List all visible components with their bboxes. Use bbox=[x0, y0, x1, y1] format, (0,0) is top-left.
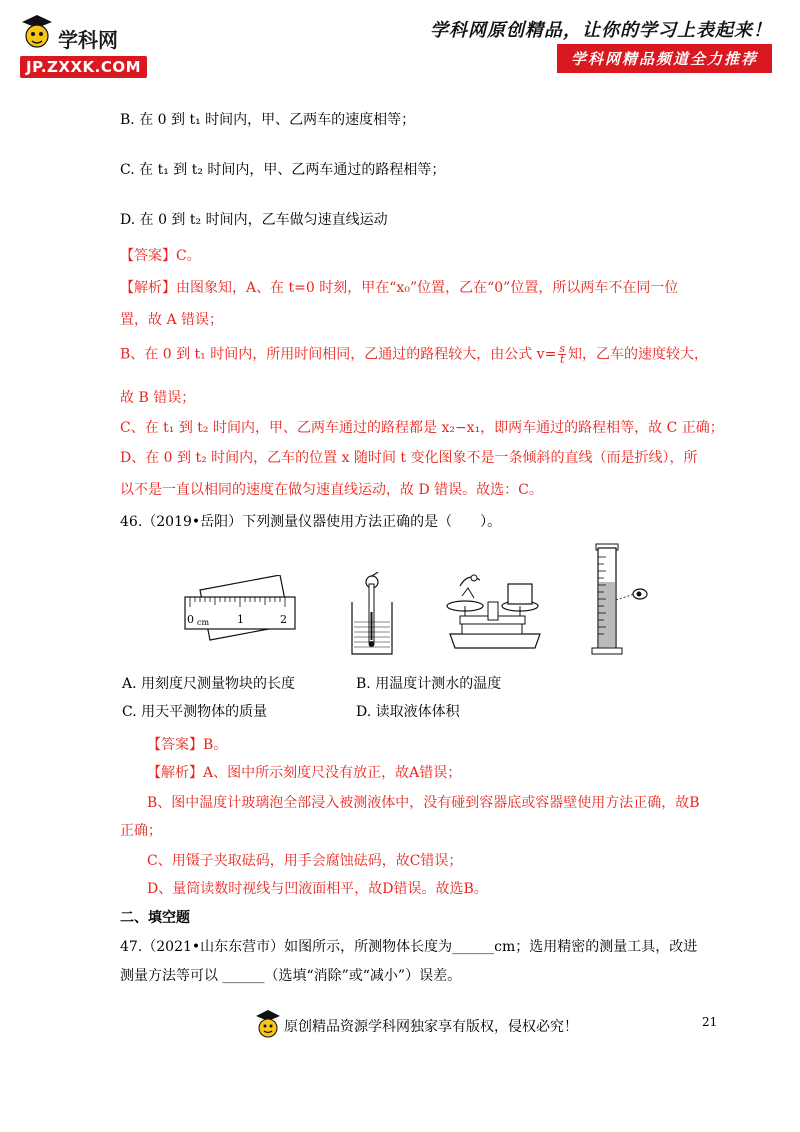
option-b: B. 在 0 到 t₁ 时间内，甲、乙两车的速度相等； bbox=[120, 112, 416, 128]
cylinder-figure bbox=[590, 542, 660, 662]
logo-text: 学科网 bbox=[58, 28, 118, 52]
q45-answer: 【答案】C。 bbox=[120, 248, 201, 264]
footer-copyright: 原创精品资源学科网独家享有版权，侵权必究！ bbox=[284, 1019, 578, 1035]
ruler-figure bbox=[180, 575, 300, 645]
ruler-label-1: 1 bbox=[237, 613, 244, 626]
q47-line2: 测量方法等可以 ______（选填“消除”或“减小”）误差。 bbox=[120, 968, 462, 984]
q47-line1: 47.（2021•山东东营市）如图所示，所测物体长度为______cm；选用精密的测量工具，改进 bbox=[120, 939, 698, 955]
q45-analysis-line4: 故 B 错误； bbox=[120, 390, 196, 406]
q45-analysis-line5: C、在 t₁ 到 t₂ 时间内，甲、乙两车通过的路程都是 x₂−x₁，即两车通过的路程相等，故 C 正确； bbox=[120, 420, 724, 436]
q46-analysis-a: 【解析】A、图中所示刻度尺没有放正，故A错误； bbox=[147, 765, 462, 781]
q45-analysis-line3b: 知，乙车的速度较大， bbox=[567, 346, 708, 363]
q45-analysis-line2: 置，故 A 错误； bbox=[120, 312, 224, 328]
q45-analysis-line6: D、在 0 到 t₂ 时间内，乙车的位置 x 随时间 t 变化图象不是一条倾斜的直线（而是折线），所 bbox=[120, 450, 698, 466]
section-title: 二、填空题 bbox=[120, 910, 190, 926]
q46-stem: 46.（2019•岳阳）下列测量仪器使用方法正确的是（ ）。 bbox=[120, 514, 502, 530]
q46-answer: 【答案】B。 bbox=[147, 737, 228, 753]
site-logo bbox=[18, 12, 168, 82]
logo-url: JP.ZXXK.COM bbox=[20, 56, 147, 78]
thermometer-figure bbox=[348, 572, 398, 657]
q45-analysis-line1: 【解析】由图象知，A、在 t=0 时刻，甲在“x₀”位置，乙在“0”位置，所以两车不在同一位 bbox=[120, 280, 679, 296]
mascot-icon bbox=[18, 12, 56, 52]
formula-numerator: s bbox=[559, 342, 565, 355]
ruler-label-0: 0 bbox=[187, 613, 194, 626]
q46-option-d: D. 读取液体体积 bbox=[356, 704, 460, 720]
option-d: D. 在 0 到 t₂ 时间内，乙车做匀速直线运动 bbox=[120, 212, 388, 228]
ruler-label-cm: cm bbox=[197, 618, 210, 627]
q45-analysis-line3 bbox=[120, 344, 708, 365]
formula-denominator: t bbox=[559, 353, 565, 366]
q45-analysis-line3a: B、在 0 到 t₁ 时间内，所用时间相同，乙通过的路程较大，由公式 v= bbox=[120, 346, 557, 363]
q46-option-c: C. 用天平测物体的质量 bbox=[122, 704, 268, 720]
header-slogan: 学科网原创精品，让你的学习上表起来！ bbox=[430, 20, 772, 41]
q46-option-b: B. 用温度计测水的温度 bbox=[356, 676, 502, 692]
option-c: C. 在 t₁ 到 t₂ 时间内，甲、乙两车通过的路程相等； bbox=[120, 162, 446, 178]
q46-analysis-b: B、图中温度计玻璃泡全部浸入被测液体中，没有碰到容器底或容器壁使用方法正确，故B bbox=[147, 795, 700, 811]
q46-analysis-c: C、用镊子夹取砝码，用手会腐蚀砝码，故C错误； bbox=[147, 853, 463, 869]
q45-analysis-line7: 以不是一直以相同的速度在做匀速直线运动，故 D 错误。故选：C。 bbox=[120, 482, 543, 498]
header-banner: 学科网精品频道全力推荐 bbox=[557, 44, 772, 73]
ruler-label-2: 2 bbox=[280, 613, 287, 626]
q46-analysis-b-cont: 正确； bbox=[120, 823, 162, 839]
mascot-footer-icon bbox=[254, 1008, 282, 1040]
speed-formula bbox=[558, 344, 566, 365]
balance-figure bbox=[440, 572, 550, 657]
q46-option-a: A. 用刻度尺测量物块的长度 bbox=[122, 676, 296, 692]
page-number: 21 bbox=[702, 1015, 718, 1029]
q46-analysis-d: D、量筒读数时视线与凹液面相平，故D错误。故选B。 bbox=[147, 881, 488, 897]
